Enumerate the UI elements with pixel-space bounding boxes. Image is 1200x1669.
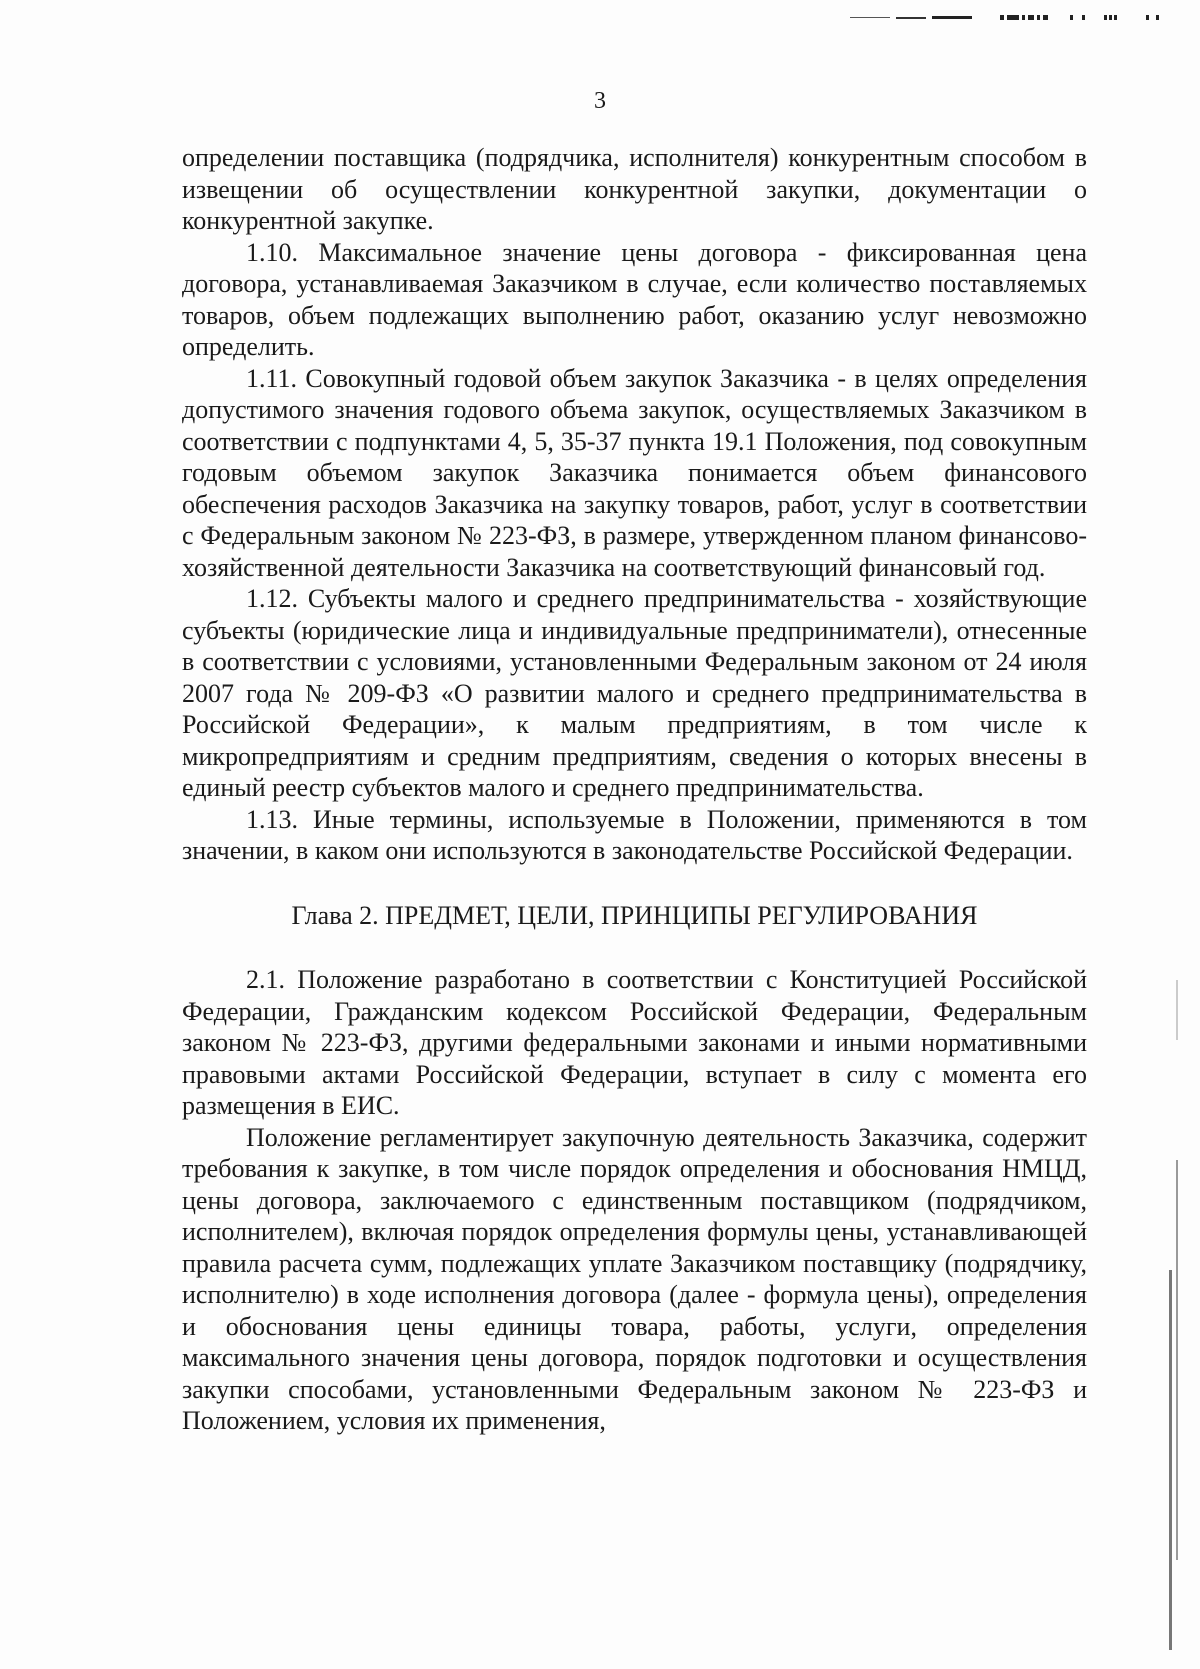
paragraph-regulation-scope: Положение регламентирует закупочную деятельность Заказчика, содержит требования к закупке, в том числе порядок определения и обоснования НМЦД, цены договора, заключаемого с единственным поставщиком (подрядчиком, исполнителем), включая порядок определения формулы цены, устанавливающей правила расчета сумм, подлежащих уплате Заказчиком поставщику (подрядчику, исполнителю) в ходе исполнения договора (далее - формула цены), определения и обоснования цены единицы товара, работы, услуги, определения максимального значения цены договора, порядок подготовки и осуществления закупки способами, установленными Федеральным законом № 223-ФЗ и Положением, условия их применения, bbox=[182, 1122, 1087, 1435]
page-number: 3 bbox=[594, 88, 606, 114]
paragraph-1-12: 1.12. Субъекты малого и среднего предпринимательства - хозяйствующие субъекты (юридические лица и индивидуальные предприниматели), отнесенные в соответствии с условиями, установленными Федеральным законом от 24 июля 2007 года № 209-ФЗ «О развитии малого и среднего предпринимательства в Российской Федерации», к малым предприятиям, в том числе к микропредприятиям и средним предприятиям, сведения о которых внесены в единый реестр субъектов малого и среднего предпринимательства. bbox=[182, 584, 1087, 802]
document-body bbox=[182, 142, 1087, 1437]
scan-margin-line bbox=[1176, 1160, 1178, 1560]
paragraph-1-13: 1.13. Иные термины, используемые в Положении, применяются в том значении, в каком они используются в законодательстве Российской Федерации. bbox=[182, 804, 1087, 865]
scan-margin-line bbox=[1176, 980, 1178, 1040]
scan-artifact-marks bbox=[850, 14, 1170, 22]
paragraph-1-10: 1.10. Максимальное значение цены договора - фиксированная цена договора, устанавливаемая Заказчиком в случае, если количество поставляемых товаров, объем подлежащих выполнению работ, оказанию услуг невозможно определить. bbox=[182, 237, 1087, 361]
scan-margin-line bbox=[1169, 1270, 1172, 1650]
paragraph-continuation: определении поставщика (подрядчика, исполнителя) конкурентным способом в извещении об осуществлении конкурентной закупки, документации о конкурентной закупке. bbox=[182, 143, 1087, 235]
paragraph-2-1: 2.1. Положение разработано в соответствии с Конституцией Российской Федерации, Гражданским кодексом Российской Федерации, Федеральным законом № 223-ФЗ, другими федеральными законами и иными нормативными правовыми актами Российской Федерации, вступает в силу с момента его размещения в ЕИС. bbox=[182, 965, 1087, 1120]
chapter-heading: Глава 2. ПРЕДМЕТ, ЦЕЛИ, ПРИНЦИПЫ РЕГУЛИРОВАНИЯ bbox=[291, 900, 978, 930]
paragraph-1-11: 1.11. Совокупный годовой объем закупок Заказчика - в целях определения допустимого значения годового объема закупок, осуществляемых Заказчиком в соответствии с подпунктами 4, 5, 35-37 пункта 19.1 Положения, под совокупным годовым объемом закупок Заказчика понимается объем финансового обеспечения расходов Заказчика на закупку товаров, работ, услуг в соответствии с Федеральным законом № 223-ФЗ, в размере, утвержденном планом финансово-хозяйственной деятельности Заказчика на соответствующий финансовый год. bbox=[182, 363, 1087, 582]
